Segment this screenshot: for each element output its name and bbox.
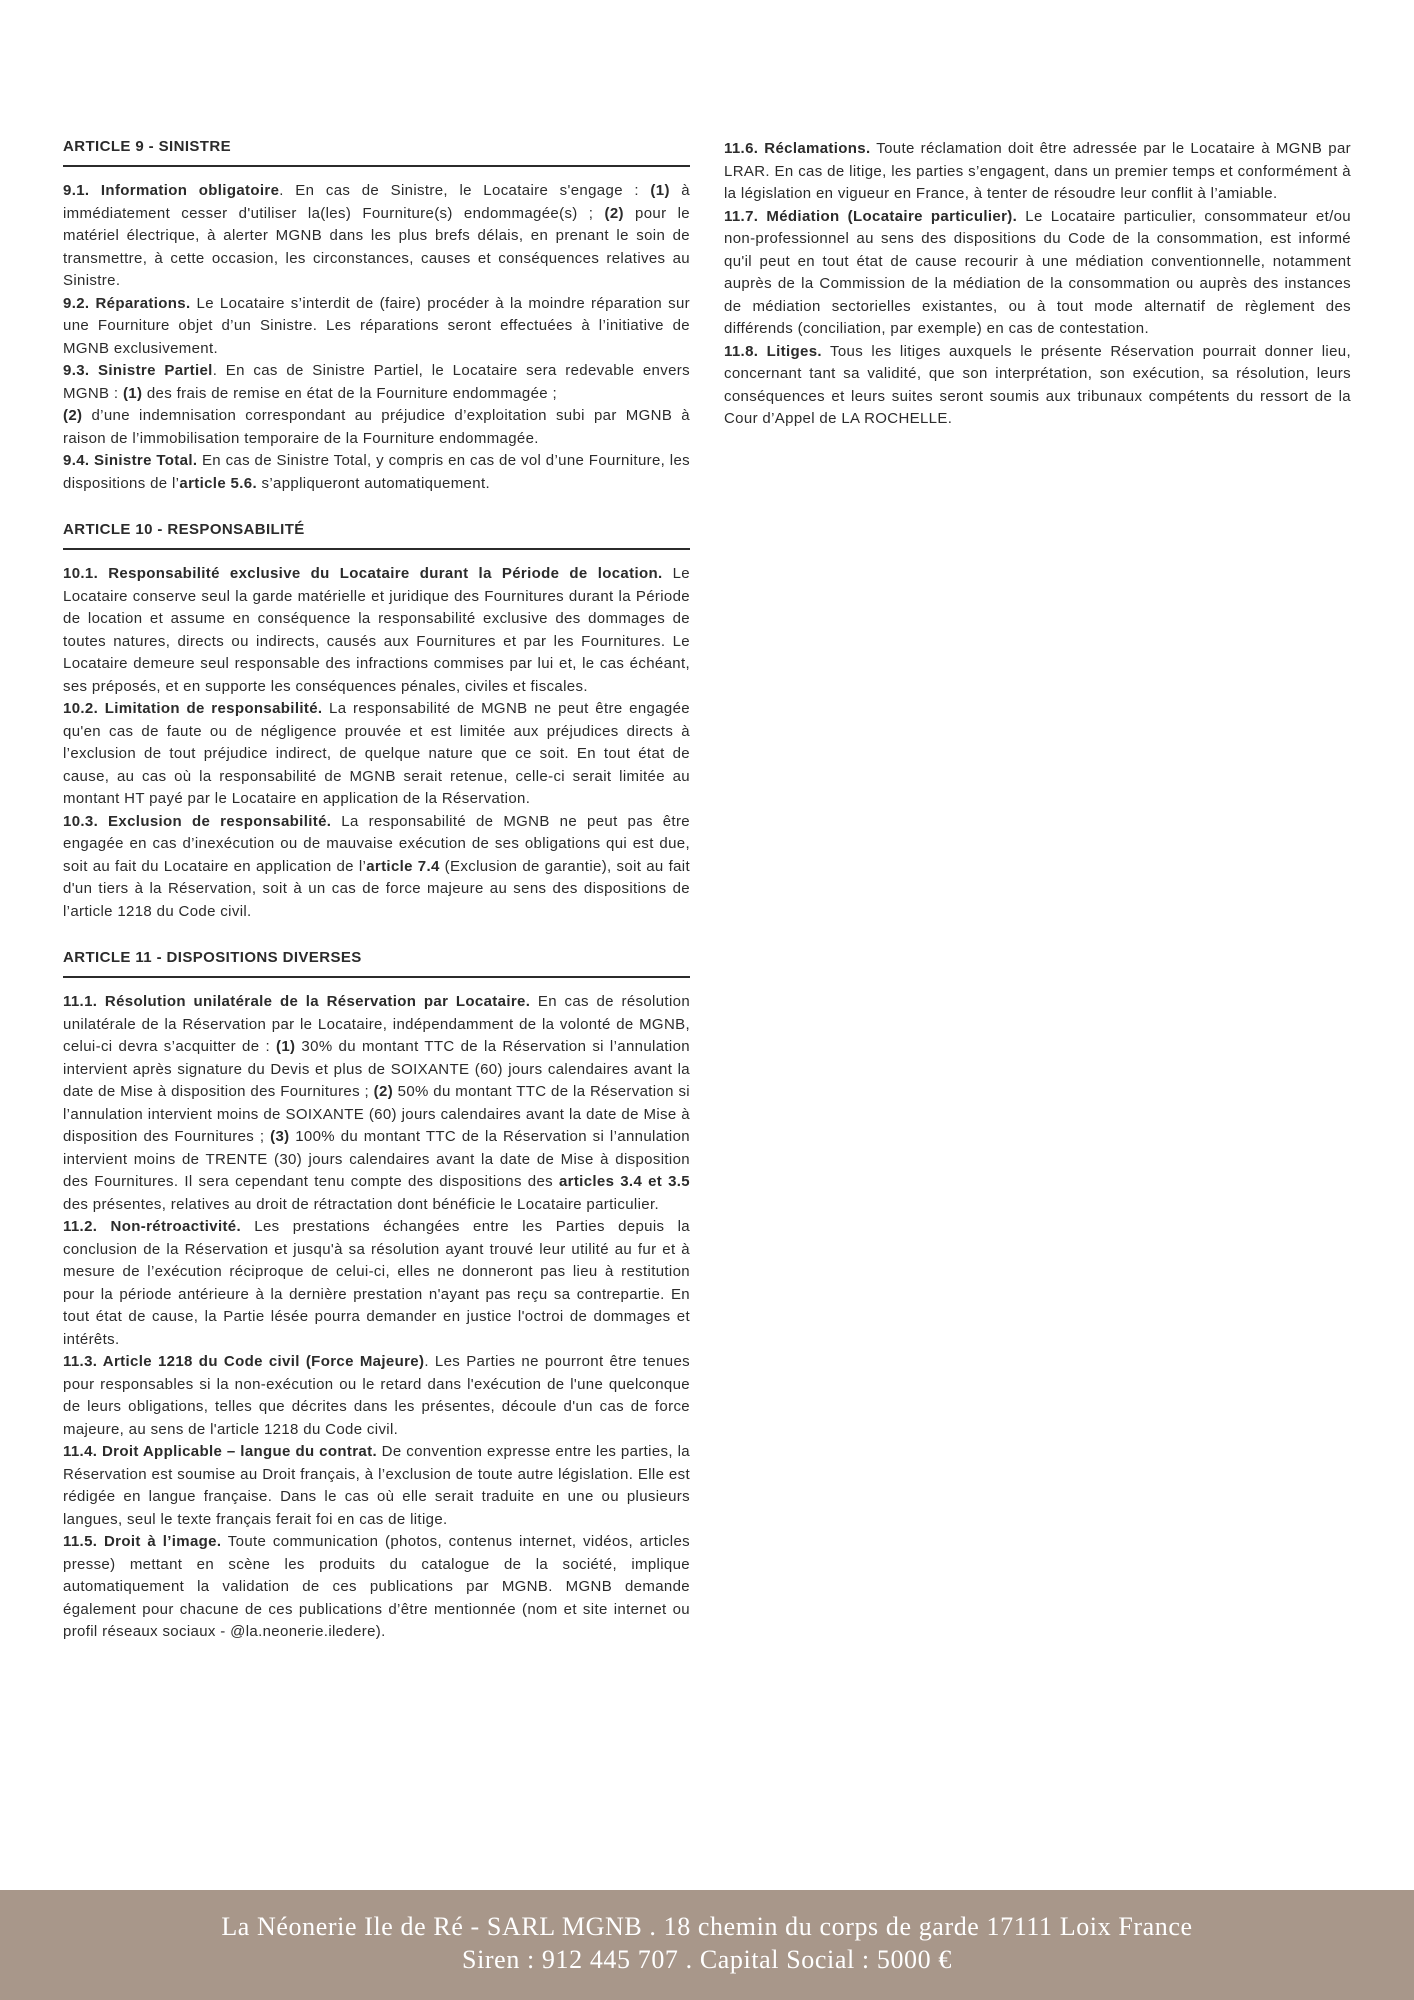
clause-text: s’appliqueront automatiquement. <box>256 474 490 492</box>
clause-text: Les prestations échangées entre les Parties depuis la conclusion de la Réservation et jusqu'à sa résolution ayant trouvé leur utilité au fur et à mesure de l’exécution réciproque de celui-ci, elles ne donneront pas lieu à restitution pour la période antérieure à la dernière prestation n'ayant pas reçu sa contrepartie. En tout état de cause, la Partie lésée pourra demander en justice l'octroi de dommages et intérêts. <box>63 1218 690 1348</box>
clause-10-1 <box>63 563 690 698</box>
clause-11-3 <box>63 1351 690 1441</box>
clause-bold-text: 11.6. Réclamations. <box>724 140 871 157</box>
clause-text: La responsabilité de MGNB ne peut pas être engagée en cas d’inexécution ou de mauvaise exécution de ses obligations qui est due, soit au fait du Locataire en application de l’ <box>63 812 690 875</box>
clause-text: 50% du montant TTC de la Réservation si l’annulation intervient moins de SOIXANTE (60) jours calendaires avant la date de Mise à disposition des Fournitures ; <box>63 1083 690 1145</box>
clause-bold-text: article 7.4 <box>366 857 440 875</box>
clause-text: . Les Parties ne pourront être tenues pour responsables si la non-exécution ou le retard dans l'exécution de l'une quelconque de leurs obligations, telles que décrites dans les présentes, découle d'un cas de force majeure, au sens de l'article 1218 du Code civil. <box>63 1353 690 1438</box>
clause-bold-text: articles 3.4 et 3.5 <box>558 1173 690 1190</box>
clause-11-2 <box>63 1216 690 1351</box>
clause-bold-text: (1) <box>122 384 143 402</box>
clause-bold-text: (1) <box>276 1038 296 1055</box>
clause-text: Toute réclamation doit être adressée par le Locataire à MGNB par LRAR. En cas de litige, les parties s’engagent, dans un premier temps et conformément à la législation en vigueur en France, à tenter de résoudre leur conflit à l’amiable. <box>724 140 1352 202</box>
clause-11-4 <box>63 1441 690 1531</box>
article-divider <box>63 165 690 167</box>
clause-9-3-continued <box>63 405 690 450</box>
clause-text: des frais de remise en état de la Fourniture endommagée ; <box>142 384 558 402</box>
article-divider <box>63 976 690 978</box>
clause-text: Le Locataire particulier, consommateur et/ou non-professionnel au sens des dispositions du Code de la consommation, est informé qu'il peut en tout état de cause recourir à une médiation conventionnelle, notamment auprès de la Commission de la médiation de la consommation ou auprès des instances de médiation sectorielles existantes, ou à tout mode alternatif de règlement des différends (conciliation, par exemple) en cas de contestation. <box>724 207 1351 337</box>
clause-text: Toute communication (photos, contenus internet, vidéos, articles presse) mettant en scène les produits du catalogue de la société, implique automatiquement la validation de ces publications par MGNB. MGNB demande également pour chacune de ces publications d’être mentionnée (nom et site internet ou profil réseaux sociaux - @la.neonerie.iledere). <box>63 1533 690 1640</box>
clause-11-1 <box>63 991 690 1216</box>
clause-text: d’une indemnisation correspondant au préjudice d’exploitation subi par MGNB à raison de l’immobilisation temporaire de la Fourniture endommagée. <box>63 407 690 447</box>
article-divider <box>63 548 690 550</box>
clause-bold-text: (1) <box>650 182 670 199</box>
clause-11-8 <box>724 341 1351 431</box>
clause-bold-text: (2) <box>63 407 83 424</box>
clause-text: Le Locataire conserve seul la garde matérielle et juridique des Fournitures durant la Période de location et assume en conséquence la responsabilité exclusive des dommages de toutes natures, directs ou indirects, causés aux Fournitures et par les Fournitures. Le Locataire demeure seul responsable des infractions commises par lui et, le cas échéant, ses préposés, et en supporte les conséquences pénales, civiles et fiscales. <box>63 565 691 695</box>
clause-text: La responsabilité de MGNB ne peut être engagée qu'en cas de faute ou de négligence prouvée et est limitée aux préjudices directs à l’exclusion de tout préjudice indirect, de quelque nature que ce soit. En tout état de cause, au cas où la responsabilité de MGNB serait retenue, celle-ci serait limitée au montant HT payé par le Locataire en application de la Réservation. <box>63 700 690 807</box>
clause-bold-text: (2) <box>604 204 624 222</box>
clause-10-3 <box>63 811 690 924</box>
left-column <box>63 138 690 1670</box>
footer-address-line: La Néonerie Ile de Ré - SARL MGNB . 18 chemin du corps de garde 17111 Loix France <box>221 1912 1193 1941</box>
clause-bold-text: (2) <box>373 1083 394 1100</box>
clause-bold-text: 11.3. Article 1218 du Code civil (Force Majeure) <box>63 1353 425 1370</box>
clause-text: (Exclusion de garantie), soit au fait d'un tiers à la Réservation, soit à un cas de force majeure au sens des dispositions de l’article 1218 du Code civil. <box>63 857 690 920</box>
clause-bold-text: 11.5. Droit à l’image. <box>63 1533 222 1550</box>
clause-bold-text: 9.3. Sinistre Partiel <box>63 362 213 379</box>
clause-9-1 <box>63 180 690 293</box>
clause-9-2 <box>63 293 690 361</box>
clause-bold-text: 11.4. Droit Applicable – langue du contrat. <box>63 1443 377 1460</box>
clause-bold-text: 9.2. Réparations. <box>63 294 191 312</box>
clause-9-4 <box>63 450 690 495</box>
clause-text: Tous les litiges auxquels le présente Réservation pourrait donner lieu, concernant tant sa validité, que son interprétation, son exécution, sa résolution, leurs conséquences et leurs suites seront soumis aux tribunaux compétents du ressort de la Cour d’Appel de LA ROCHELLE. <box>724 342 1352 427</box>
clause-bold-text: 10.3. Exclusion de responsabilité. <box>63 812 332 830</box>
clause-11-6 <box>724 138 1351 206</box>
clause-text: En cas de résolution unilatérale de la Réservation par le Locataire, indépendamment de la volonté de MGNB, celui-ci devra s’acquitter de : <box>63 993 691 1055</box>
clause-text: Le Locataire s’interdit de (faire) procéder à la moindre réparation sur une Fourniture objet d’un Sinistre. Les réparations seront effectuées à l’initiative de MGNB exclusivement. <box>63 294 690 357</box>
clause-bold-text: article 5.6. <box>179 474 257 492</box>
clause-bold-text: (3) <box>270 1128 290 1145</box>
clause-text: pour le matériel électrique, à alerter MGNB dans les plus brefs délais, en prenant le soin de transmettre, à cette occasion, les circonstances, causes et conséquences relatives au Sinistre. <box>63 204 690 289</box>
clause-bold-text: 11.1. Résolution unilatérale de la Réservation par Locataire. <box>63 993 531 1010</box>
clause-11-7 <box>724 206 1351 341</box>
article-title: ARTICLE 9 - SINISTRE <box>63 138 232 155</box>
article-title: ARTICLE 11 - DISPOSITIONS DIVERSES <box>63 949 362 966</box>
clause-bold-text: 9.4. Sinistre Total. <box>63 452 198 469</box>
clause-text: des présentes, relatives au droit de rétractation dont bénéficie le Locataire particulier. <box>63 1195 659 1213</box>
clause-bold-text: 10.1. Responsabilité exclusive du Locataire durant la Période de location. <box>63 565 663 582</box>
clause-text: En cas de Sinistre Total, y compris en cas de vol d’une Fourniture, les dispositions de l’ <box>63 452 690 492</box>
article-9 <box>63 138 690 495</box>
clause-text: De convention expresse entre les parties, la Réservation est soumise au Droit français, à l’exclusion de toute autre législation. Elle est rédigée en langue française. Dans le cas où elle serait traduite en une ou plusieurs langues, seul le texte français ferait foi en cas de litige. <box>63 1443 690 1528</box>
clause-10-2 <box>63 698 690 811</box>
clause-text: à immédiatement cesser d'utiliser la(les) Fourniture(s) endommagée(s) ; <box>63 182 690 222</box>
company-footer <box>0 1890 1414 2000</box>
article-11 <box>63 949 690 1644</box>
clause-bold-text: 11.7. Médiation (Locataire particulier). <box>724 207 1018 225</box>
clause-text: . En cas de Sinistre Partiel, le Locataire sera redevable envers MGNB : <box>63 362 690 402</box>
clause-bold-text: 11.2. Non-rétroactivité. <box>63 1218 242 1235</box>
clause-9-3 <box>63 360 690 405</box>
clause-text: 30% du montant TTC de la Réservation si l’annulation intervient après signature du Devis et plus de SOIXANTE (60) jours calendaires avant la date de Mise à disposition des Fournitures ; <box>63 1038 690 1100</box>
article-title: ARTICLE 10 - RESPONSABILITÉ <box>63 521 305 538</box>
clause-11-5 <box>63 1531 690 1644</box>
clause-bold-text: 11.8. Litiges. <box>724 342 822 360</box>
clause-bold-text: 10.2. Limitation de responsabilité. <box>63 700 323 717</box>
clause-text: 100% du montant TTC de la Réservation si l’annulation intervient moins de TRENTE (30) jours calendaires avant la date de Mise à disposition des Fournitures. Il sera cependant tenu compte des dispositions des <box>63 1128 691 1190</box>
footer-legal-line: Siren : 912 445 707 . Capital Social : 5000 € <box>462 1945 952 1974</box>
clause-bold-text: 9.1. Information obligatoire <box>63 182 280 199</box>
clause-text: . En cas de Sinistre, le Locataire s'engage : <box>279 182 651 199</box>
right-column <box>724 138 1351 431</box>
article-10 <box>63 521 690 923</box>
